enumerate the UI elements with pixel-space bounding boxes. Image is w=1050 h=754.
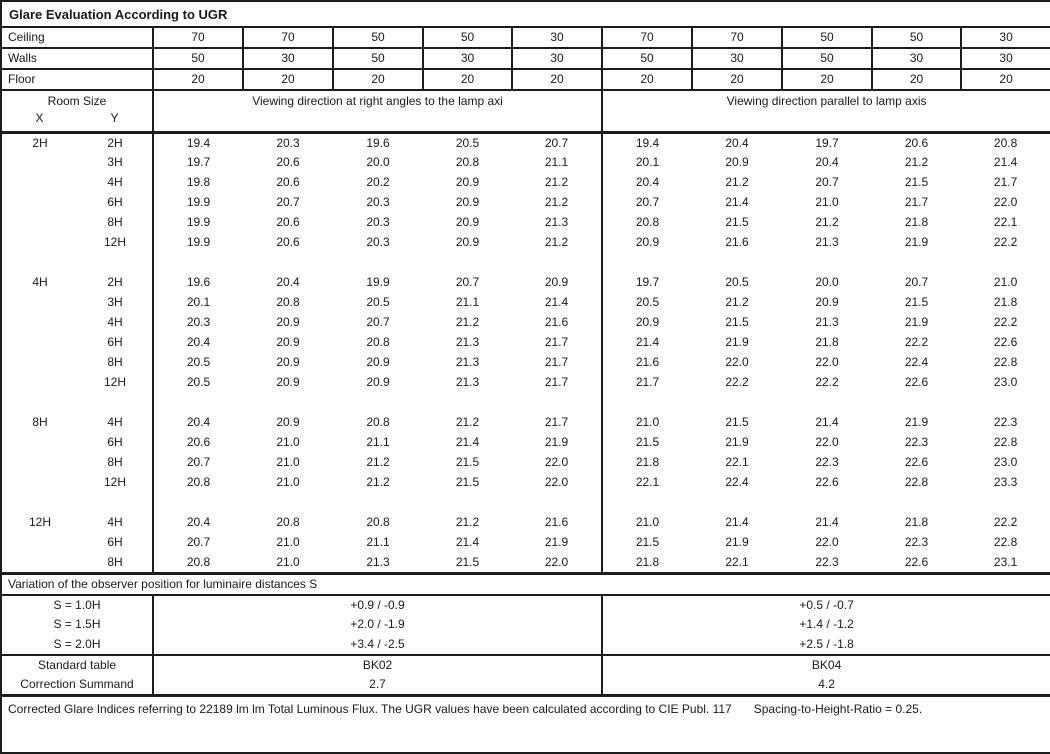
ugr-value: 20.2 [366,175,390,189]
ugr-value: 20.5 [366,295,390,309]
ugr-value: 21.4 [725,195,749,209]
ugr-value: 21.2 [455,415,480,429]
surface-value: 50 [333,48,423,69]
ugr-value: 20.5 [153,373,243,393]
ugr-value: 19.4 [153,132,243,153]
ugr-value: 21.9 [544,535,569,549]
ugr-value: 22.4 [904,355,929,369]
surface-value: 20 [333,69,423,90]
ugr-value: 19.7 [153,153,243,173]
ugr-value: 22.1 [725,455,749,469]
ugr-value: 20.6 [276,235,300,249]
ugr-value: 21.1 [366,435,390,449]
ugr-value: 20.9 [276,415,300,429]
ugr-value: 21.0 [276,455,300,469]
room-x-value [1,313,78,333]
ugr-value: 21.2 [544,235,569,249]
room-y-value: 3H [107,155,123,169]
ugr-value: 21.0 [815,195,839,209]
ugr-value: 21.9 [904,415,929,429]
ugr-value: 21.5 [904,295,929,309]
ugr-value: 20.9 [455,235,480,249]
ugr-value: 22.8 [904,475,929,489]
variation-value-left: +3.4 / -2.5 [153,635,602,655]
ugr-value: 21.2 [725,295,749,309]
room-x-value [1,473,78,493]
spacer-cell [1,493,153,513]
ugr-value: 22.1 [725,554,749,569]
ugr-value: 20.9 [544,275,569,289]
surface-value: 20 [243,69,333,90]
ugr-value: 21.5 [725,415,749,429]
surface-value: 50 [333,27,423,48]
ugr-value: 21.5 [602,433,692,453]
ugr-value: 22.8 [993,535,1018,549]
variation-section-header: Variation of the observer position for luminaire distances S [1,573,1050,595]
surface-value: 70 [692,27,782,48]
ugr-value: 22.8 [993,355,1018,369]
ugr-value: 21.9 [544,435,569,449]
surface-value: 30 [961,27,1050,48]
ugr-value: 21.0 [602,413,692,433]
ugr-value: 19.4 [602,132,692,153]
ugr-value: 22.8 [993,435,1018,449]
ugr-value: 20.8 [276,295,300,309]
ugr-value: 20.3 [153,313,243,333]
ugr-value: 21.5 [455,455,480,469]
spacer-cell [602,393,1050,413]
ugr-value: 20.4 [276,275,300,289]
ugr-value: 20.8 [366,415,390,429]
ugr-value: 20.7 [366,315,390,329]
ugr-value: 20.3 [366,235,390,249]
ugr-value: 21.5 [725,315,749,329]
surface-value: 20 [782,69,872,90]
ugr-value: 21.7 [602,373,692,393]
ugr-value: 22.3 [815,455,839,469]
summary-value-right: 4.2 [602,675,1050,696]
ugr-value: 21.5 [725,215,749,229]
ugr-value: 21.5 [904,175,929,189]
ugr-value: 20.9 [602,233,692,253]
footer-note-flux: Corrected Glare Indices referring to 22189 lm lm Total Luminous Flux. The UGR values have been calculated according to CIE Publ. 117 [8,701,732,716]
ugr-value: 20.7 [544,135,569,150]
surface-value: 50 [423,27,512,48]
ugr-value: 22.6 [993,335,1018,349]
ugr-value: 20.5 [455,135,480,150]
ugr-value: 21.9 [904,315,929,329]
spacer-cell [1,253,153,273]
ugr-value: 21.4 [815,515,839,529]
ugr-value: 21.3 [455,355,480,369]
ugr-value: 20.3 [366,215,390,229]
ugr-value: 20.8 [366,515,390,529]
ugr-value: 20.8 [602,213,692,233]
ugr-value: 20.5 [725,275,749,289]
ugr-value: 20.9 [725,155,749,169]
ugr-value: 22.2 [904,335,929,349]
ugr-value: 21.2 [455,315,480,329]
viewing-direction-right-angles-header: Viewing direction at right angles to the lamp axi [153,90,602,132]
ugr-value: 20.6 [276,155,300,169]
ugr-value: 20.3 [366,195,390,209]
ugr-value: 20.7 [153,453,243,473]
ugr-value: 21.2 [544,195,569,209]
surface-value: 50 [153,48,243,69]
ugr-value: 21.2 [455,515,480,529]
ugr-value: 21.8 [815,335,839,349]
room-y-value: 3H [107,295,123,309]
ugr-value: 22.6 [904,554,929,569]
room-x-value [1,173,78,193]
ugr-value: 20.7 [153,533,243,553]
ugr-value: 20.9 [276,315,300,329]
ugr-value: 20.9 [602,313,692,333]
ugr-value: 21.7 [544,375,569,389]
room-y-value: 4H [107,515,123,529]
ugr-value: 23.3 [993,475,1018,489]
ugr-value: 22.1 [602,473,692,493]
ugr-value: 21.8 [602,553,692,574]
room-x-value: 2H [32,135,48,150]
surface-value: 20 [872,69,961,90]
ugr-value: 21.0 [276,435,300,449]
ugr-value: 20.8 [276,515,300,529]
ugr-value: 20.4 [815,155,839,169]
room-x-value [1,213,78,233]
ugr-value: 21.3 [815,235,839,249]
ugr-value: 20.1 [602,153,692,173]
s-distance-label: S = 1.5H [53,617,101,631]
surface-value: 20 [153,69,243,90]
ugr-value: 20.9 [455,175,480,189]
room-x-value [1,153,78,173]
surface-value: 50 [782,27,872,48]
surface-value: 30 [872,48,961,69]
room-y-value: 2H [107,135,123,150]
ugr-value: 21.0 [276,535,300,549]
ugr-value: 22.3 [904,535,929,549]
room-x-value: 8H [32,415,48,429]
ugr-value: 22.0 [544,455,569,469]
surface-row-label: Ceiling [1,27,153,48]
surface-value: 70 [243,27,333,48]
ugr-value: 21.2 [815,215,839,229]
ugr-value: 20.9 [815,295,839,309]
surface-value: 20 [512,69,602,90]
surface-value: 20 [602,69,692,90]
room-y-value: 6H [107,195,123,209]
room-y-value: 4H [107,315,123,329]
ugr-value: 22.0 [544,475,569,489]
ugr-value: 21.3 [455,335,480,349]
spacer-cell [1,393,153,413]
surface-value: 30 [512,27,602,48]
s-distance-label: S = 1.0H [53,597,101,612]
ugr-value: 22.6 [815,475,839,489]
ugr-value: 21.8 [993,295,1018,309]
ugr-value: 19.9 [153,193,243,213]
room-y-value: 8H [107,554,123,569]
ugr-value: 22.1 [993,215,1018,229]
ugr-value: 21.4 [602,333,692,353]
ugr-value: 22.2 [993,315,1018,329]
spacer-cell [153,493,602,513]
ugr-value: 20.9 [276,375,300,389]
ugr-value: 20.7 [602,193,692,213]
footer-note [1,695,1050,753]
ugr-value: 22.3 [815,554,839,569]
ugr-value: 20.6 [276,175,300,189]
ugr-value: 22.0 [815,435,839,449]
ugr-value: 21.0 [993,275,1018,289]
ugr-value: 21.7 [993,175,1018,189]
room-x-value [1,533,78,553]
ugr-value: 20.9 [455,195,480,209]
ugr-value: 20.4 [725,135,749,150]
ugr-value: 20.9 [276,355,300,369]
ugr-value: 19.9 [366,275,390,289]
ugr-value: 22.0 [815,355,839,369]
ugr-value: 21.6 [602,353,692,373]
ugr-value: 21.5 [455,475,480,489]
ugr-value: 20.8 [153,473,243,493]
room-y-value: 12H [103,235,126,249]
ugr-value: 21.6 [544,515,569,529]
ugr-value: 21.0 [276,554,300,569]
x-axis-label: X [35,111,44,125]
ugr-value: 20.1 [153,293,243,313]
ugr-value: 21.0 [276,475,300,489]
ugr-value: 21.7 [904,195,929,209]
ugr-value: 20.6 [153,433,243,453]
summary-row-label: Standard table [1,655,153,675]
ugr-value: 19.6 [153,273,243,293]
ugr-value: 21.6 [544,315,569,329]
room-x-value [1,553,78,574]
summary-value-left: BK02 [153,655,602,675]
ugr-value: 19.7 [602,273,692,293]
viewing-direction-parallel-header: Viewing direction parallel to lamp axis [602,90,1050,132]
surface-value: 30 [512,48,602,69]
y-axis-label: Y [110,111,119,125]
ugr-value: 22.6 [904,455,929,469]
ugr-value: 21.7 [544,355,569,369]
ugr-value: 21.8 [904,215,929,229]
surface-value: 30 [692,48,782,69]
ugr-value: 20.7 [904,275,929,289]
surface-value: 30 [423,48,512,69]
ugr-value: 21.2 [544,175,569,189]
room-x-value: 12H [28,515,51,529]
room-x-value [1,353,78,373]
ugr-value: 21.2 [904,155,929,169]
ugr-value: 20.5 [602,293,692,313]
ugr-value: 19.6 [366,135,390,150]
ugr-value: 20.4 [602,173,692,193]
s-distance-label: S = 2.0H [53,636,101,651]
room-x-value [1,373,78,393]
ugr-value: 21.3 [544,215,569,229]
ugr-value: 21.3 [366,554,390,569]
ugr-value: 20.9 [455,215,480,229]
ugr-value: 21.9 [725,335,749,349]
ugr-value: 20.9 [276,335,300,349]
ugr-value: 21.2 [366,475,390,489]
ugr-value: 21.3 [455,375,480,389]
surface-row-label: Walls [1,48,153,69]
ugr-value: 20.9 [366,375,390,389]
ugr-value: 22.2 [725,375,749,389]
ugr-value: 20.0 [366,155,390,169]
ugr-value: 21.5 [602,533,692,553]
summary-value-left: 2.7 [153,675,602,696]
surface-value: 50 [602,48,692,69]
room-size-header [1,90,153,132]
ugr-value: 19.9 [153,233,243,253]
table-title: Glare Evaluation According to UGR [1,1,1050,27]
ugr-value: 21.4 [725,515,749,529]
ugr-value: 22.2 [993,235,1018,249]
ugr-value: 21.4 [993,155,1018,169]
summary-row-label: Correction Summand [20,676,134,691]
ugr-value: 20.6 [904,135,929,150]
ugr-value: 20.0 [815,275,839,289]
ugr-value: 20.8 [366,335,390,349]
ugr-value: 21.1 [544,155,569,169]
ugr-value: 22.3 [993,415,1018,429]
ugr-value: 21.8 [602,453,692,473]
ugr-value: 20.5 [153,353,243,373]
ugr-value: 21.9 [904,235,929,249]
ugr-value: 21.7 [544,335,569,349]
room-y-value: 4H [107,415,123,429]
ugr-value: 21.5 [455,554,480,569]
ugr-value: 23.0 [993,455,1018,469]
surface-value: 20 [961,69,1050,90]
room-y-value: 8H [107,455,123,469]
ugr-value: 21.1 [455,295,480,309]
ugr-value: 20.4 [153,413,243,433]
ugr-value: 22.2 [815,375,839,389]
ugr-value: 20.9 [366,355,390,369]
footer-note-ratio: Spacing-to-Height-Ratio = 0.25. [753,701,923,716]
variation-value-right: +0.5 / -0.7 [602,595,1050,615]
ugr-value: 21.7 [544,415,569,429]
room-x-value [1,233,78,253]
ugr-value: 21.3 [815,315,839,329]
surface-value: 70 [153,27,243,48]
ugr-value: 22.0 [544,554,569,569]
ugr-value: 23.0 [993,375,1018,389]
spacer-cell [153,253,602,273]
room-y-value: 6H [107,535,123,549]
ugr-value: 22.2 [993,515,1018,529]
ugr-value: 21.0 [602,513,692,533]
ugr-value: 21.2 [725,175,749,189]
room-y-value: 12H [103,375,126,389]
surface-value: 20 [423,69,512,90]
ugr-value: 20.8 [993,135,1018,150]
ugr-value: 20.3 [276,135,300,150]
room-y-value: 12H [103,475,126,489]
ugr-value: 20.7 [815,175,839,189]
surface-value: 50 [872,27,961,48]
ugr-value: 21.4 [455,535,480,549]
spacer-cell [153,393,602,413]
ugr-value: 23.1 [993,554,1018,569]
room-y-value: 8H [107,215,123,229]
ugr-value: 21.6 [725,235,749,249]
surface-row-label: Floor [1,69,153,90]
room-y-value: 2H [107,275,123,289]
ugr-value: 21.4 [455,435,480,449]
ugr-value: 21.4 [815,415,839,429]
surface-value: 30 [961,48,1050,69]
room-y-value: 8H [107,355,123,369]
ugr-value: 22.6 [904,375,929,389]
ugr-value: 20.4 [153,333,243,353]
room-x-value [1,333,78,353]
ugr-value: 20.4 [153,513,243,533]
variation-value-left: +2.0 / -1.9 [153,615,602,635]
surface-value: 30 [243,48,333,69]
ugr-value: 22.3 [904,435,929,449]
ugr-value: 22.0 [815,535,839,549]
summary-value-right: BK04 [602,655,1050,675]
variation-value-right: +2.5 / -1.8 [602,635,1050,655]
ugr-value: 21.8 [904,515,929,529]
variation-value-right: +1.4 / -1.2 [602,615,1050,635]
ugr-value: 20.8 [455,155,480,169]
room-x-value [1,433,78,453]
ugr-value: 19.8 [153,173,243,193]
variation-value-left: +0.9 / -0.9 [153,595,602,615]
room-x-value [1,193,78,213]
room-y-value: 4H [107,175,123,189]
ugr-value: 19.9 [153,213,243,233]
ugr-value: 19.7 [815,135,839,150]
ugr-value: 20.7 [276,195,300,209]
ugr-value: 22.0 [725,355,749,369]
room-x-value: 4H [32,275,48,289]
ugr-value: 21.2 [366,455,390,469]
room-size-label: Room Size [47,94,107,108]
ugr-value: 22.4 [725,475,749,489]
room-x-value [1,453,78,473]
room-y-value: 6H [107,335,123,349]
ugr-value: 20.8 [153,553,243,574]
room-y-value: 6H [107,435,123,449]
ugr-value: 21.1 [366,535,390,549]
ugr-value: 20.7 [455,275,480,289]
ugr-value: 21.9 [725,535,749,549]
ugr-value: 20.6 [276,215,300,229]
spacer-cell [602,493,1050,513]
ugr-value: 21.9 [725,435,749,449]
spacer-cell [602,253,1050,273]
room-x-value [1,293,78,313]
ugr-value: 22.0 [993,195,1018,209]
surface-value: 70 [602,27,692,48]
surface-value: 50 [782,48,872,69]
ugr-value: 21.4 [544,295,569,309]
surface-value: 20 [692,69,782,90]
